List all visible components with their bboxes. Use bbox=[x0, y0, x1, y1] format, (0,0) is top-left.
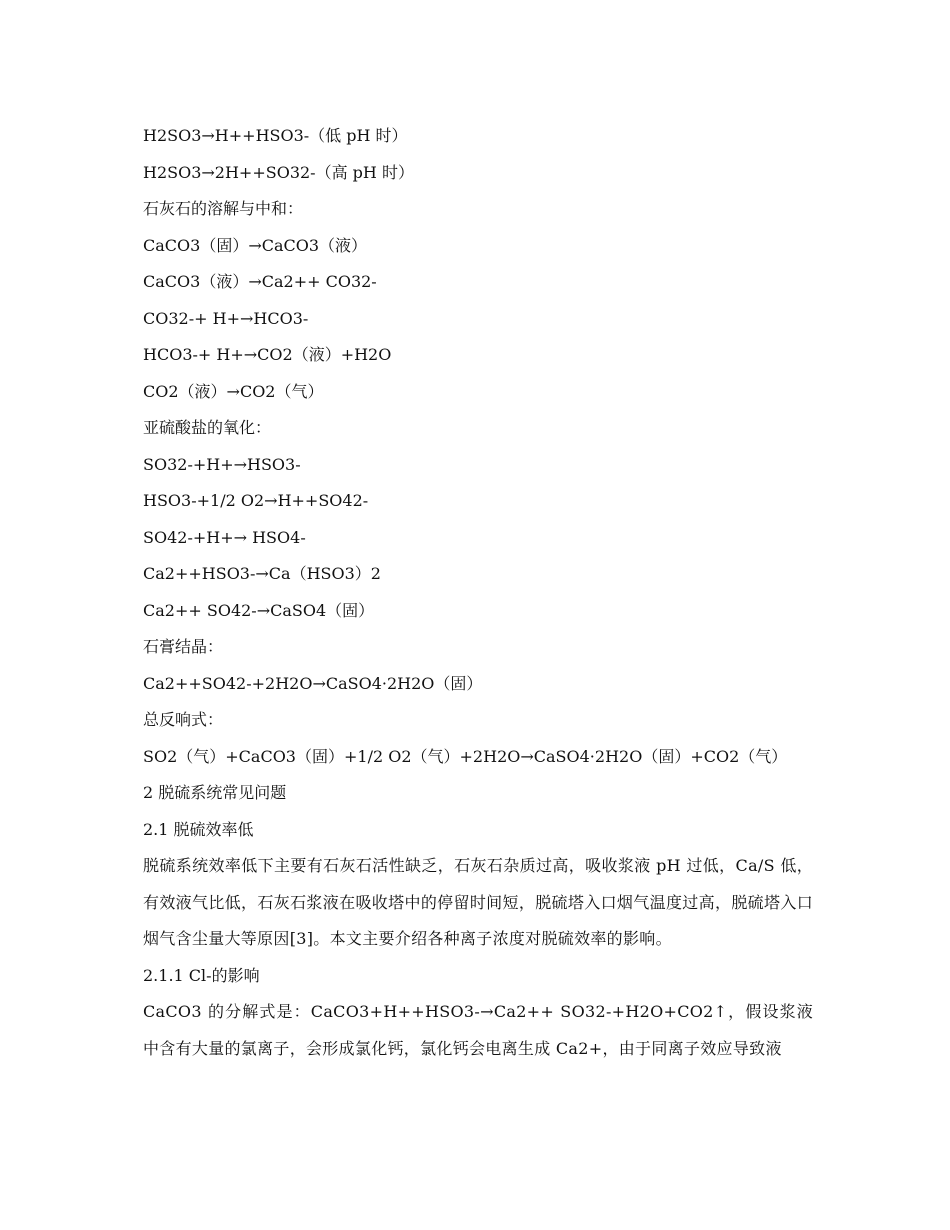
equation-line: CaCO3（液）→Ca2++ CO32- bbox=[143, 272, 377, 291]
equation-line: HCO3-+ H+→CO2（液）+H2O bbox=[143, 345, 392, 364]
subsubsection-heading: 2.1.1 Cl-的影响 bbox=[143, 965, 260, 985]
subsection-heading: 2.1 脱硫效率低 bbox=[143, 819, 254, 839]
equation-line: Ca2++SO42-+2H2O→CaSO4·2H2O（固） bbox=[143, 673, 483, 693]
equation-line: SO32-+H+→HSO3- bbox=[143, 454, 301, 474]
equation-line: H2SO3→H++HSO3-（低 pH 时） bbox=[143, 126, 408, 145]
section-label: 石灰石的溶解与中和： bbox=[143, 199, 304, 218]
document-page bbox=[143, 118, 813, 1067]
equation-line: CO2（液）→CO2（气） bbox=[143, 381, 324, 401]
body-paragraph: 脱硫系统效率低下主要有石灰石活性缺乏，石灰石杂质过高，吸收浆液 pH 过低，Ca/S 低，有效液气比低，石灰石浆液在吸收塔中的停留时间短，脱硫塔入口烟气温度过高，脱硫塔入口烟气含尘量大等原因[3]。本文主要介绍各种离子浓度对脱硫效率的影响。 bbox=[143, 856, 813, 948]
section-label: 石膏结晶： bbox=[143, 637, 224, 656]
equation-line: CaCO3（固）→CaCO3（液） bbox=[143, 235, 368, 255]
equation-line: Ca2++HSO3-→Ca（HSO3）2 bbox=[143, 564, 381, 583]
equation-line: Ca2++ SO42-→CaSO4（固） bbox=[143, 600, 375, 620]
equation-line: HSO3-+1/2 O2→H++SO42- bbox=[143, 491, 369, 510]
section-heading: 2 脱硫系统常见问题 bbox=[143, 783, 287, 802]
body-paragraph: CaCO3 的分解式是：CaCO3+H++HSO3-→Ca2++ SO32-+H2O+CO2↑，假设浆液中含有大量的氯离子，会形成氯化钙，氯化钙会电离生成 Ca2+，由于同离子效应导致液 bbox=[143, 1002, 813, 1058]
equation-line: SO42-+H+→ HSO4- bbox=[143, 527, 306, 547]
section-label: 总反响式： bbox=[143, 710, 224, 729]
section-label: 亚硫酸盐的氧化： bbox=[143, 418, 272, 437]
equation-line: CO32-+ H+→HCO3- bbox=[143, 308, 309, 328]
equation-line: SO2（气）+CaCO3（固）+1/2 O2（气）+2H2O→CaSO4·2H2O（固）+CO2（气） bbox=[143, 746, 788, 766]
equation-line: H2SO3→2H++SO32-（高 pH 时） bbox=[143, 162, 414, 182]
